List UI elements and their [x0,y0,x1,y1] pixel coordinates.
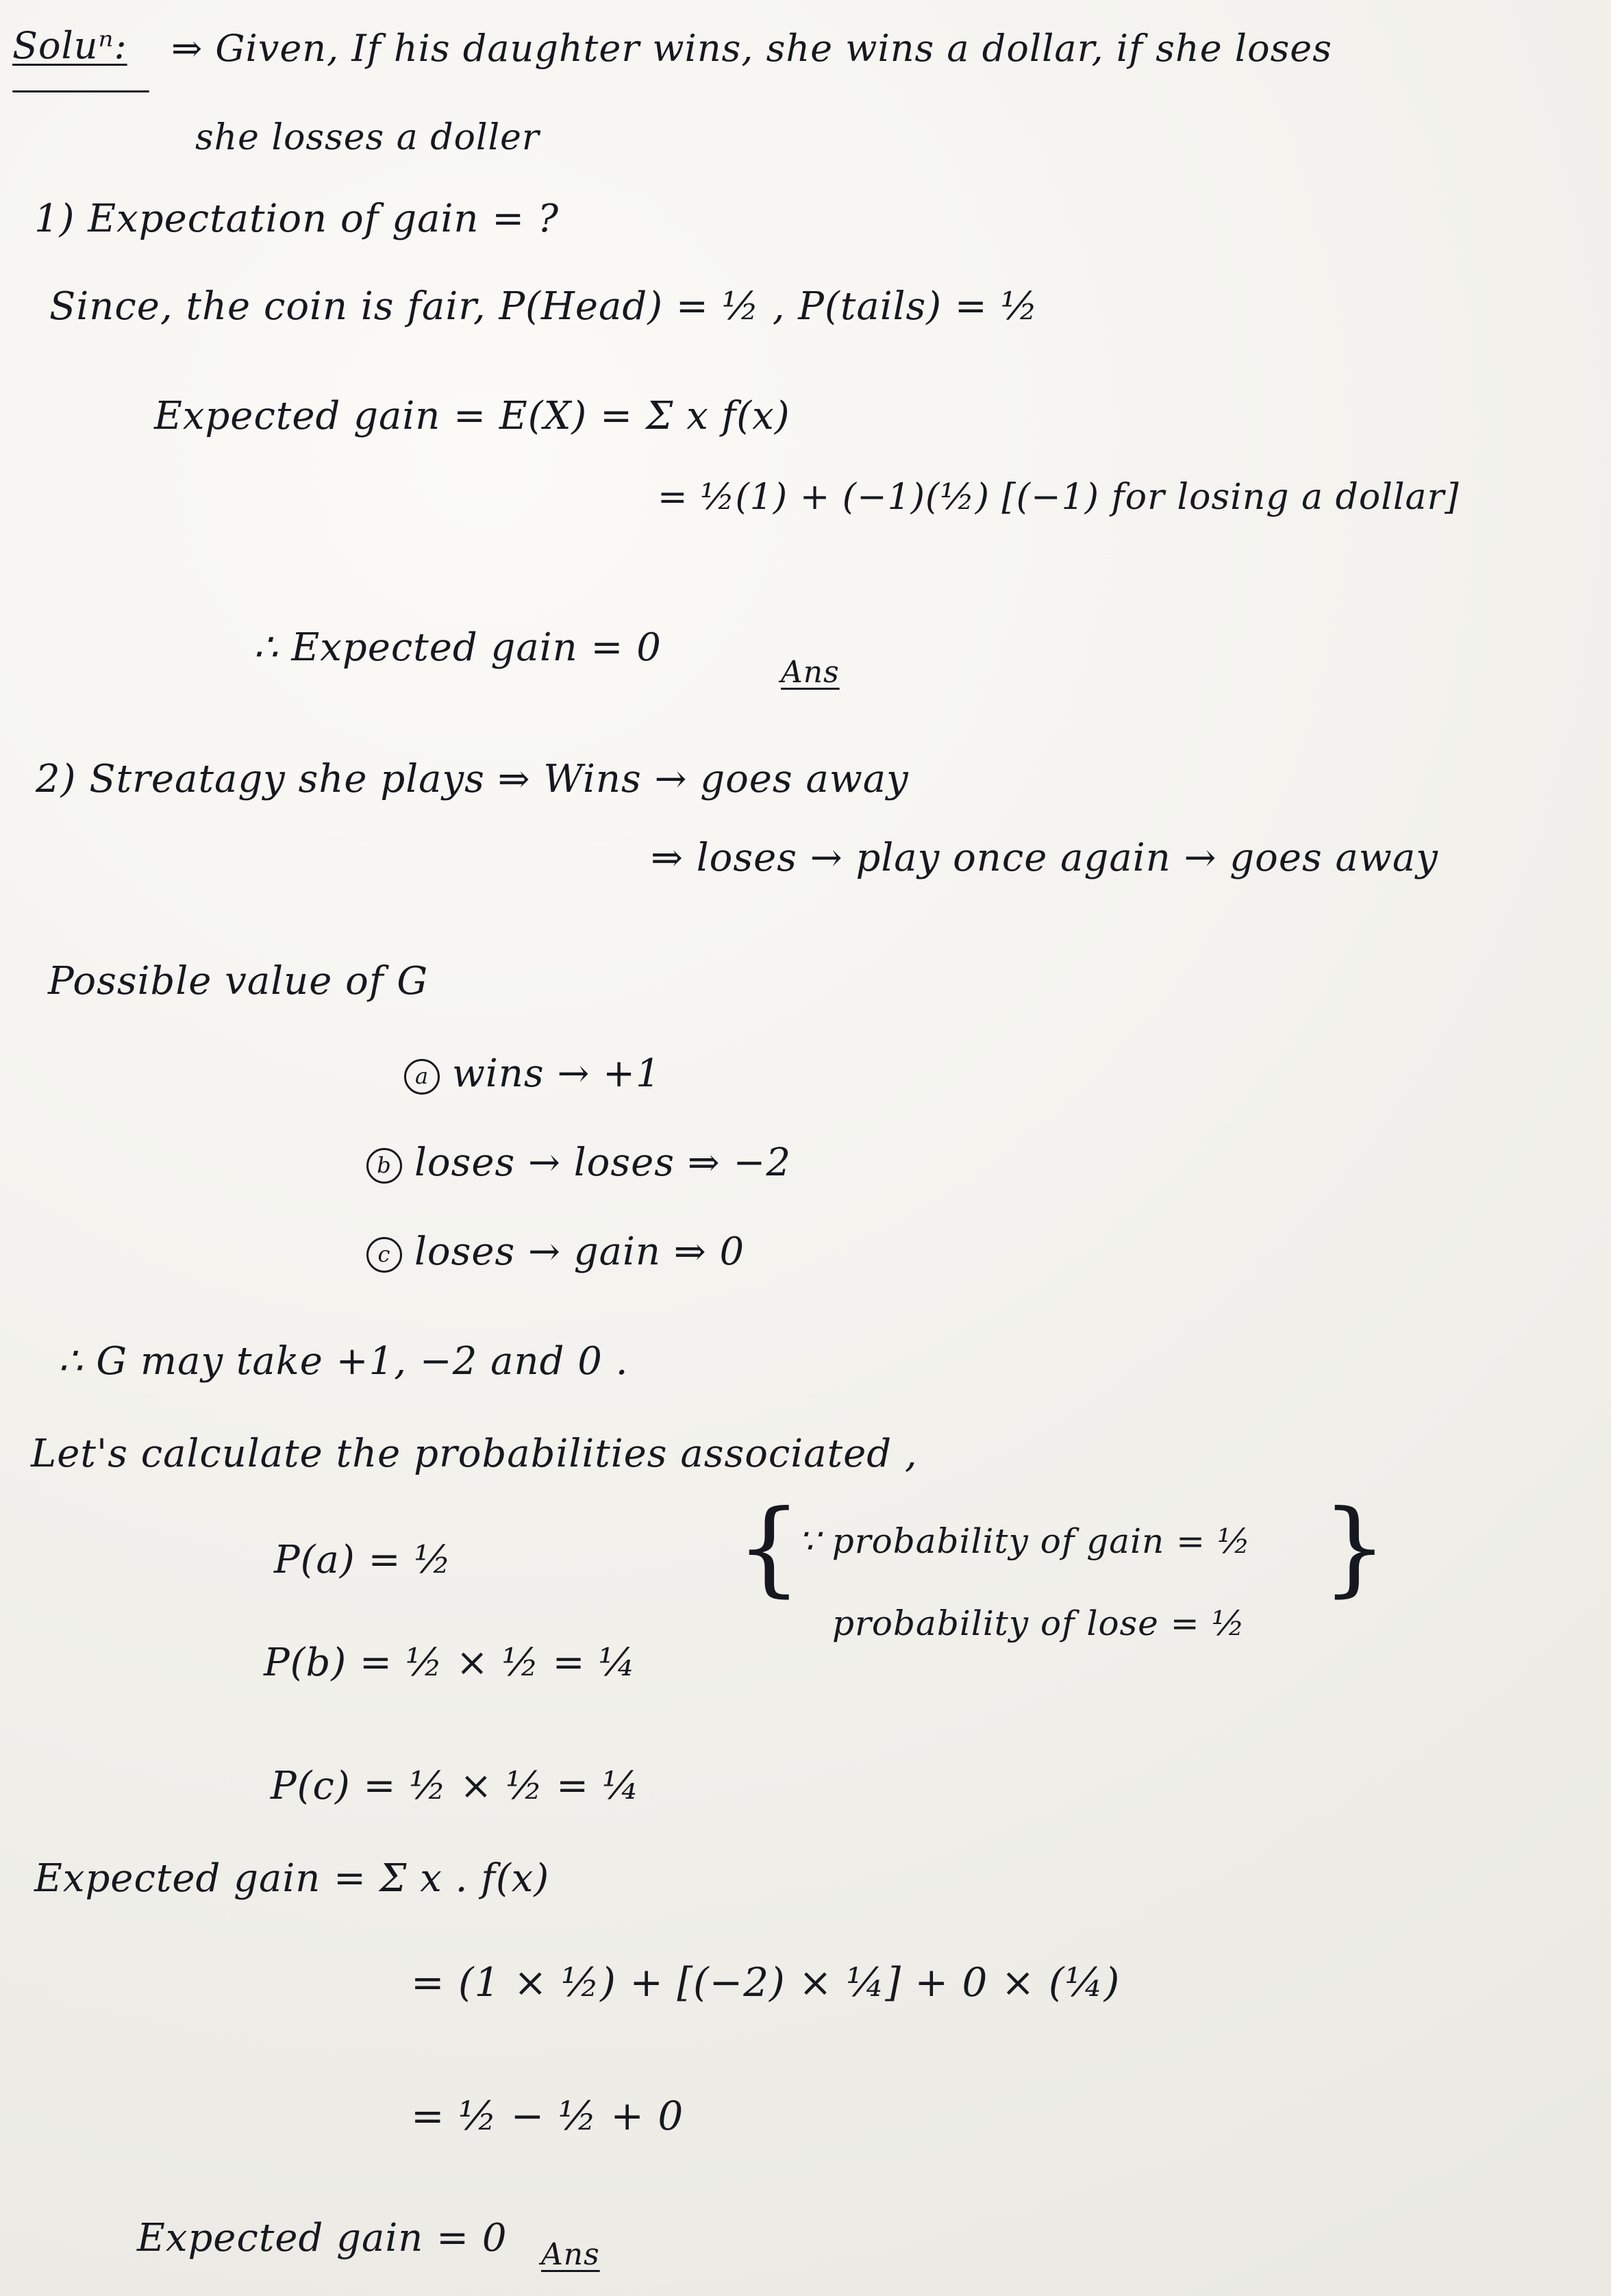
case-b-mark: b [366,1148,402,1184]
part1-fair-coin: Since, the coin is fair, P(Head) = ½ , P(tails) = ½ [49,284,1038,329]
part2-heading: 2) Streatagy she plays ⇒ Wins → goes away [36,757,909,801]
case-c-text: loses → gain ⇒ 0 [414,1230,745,1274]
part1-expected-formula: Expected gain = E(X) = Σ x f(x) [154,394,790,438]
part2-expected-substitution: = (1 × ½) + [(−2) × ¼] + 0 × (¼) [411,1959,1121,2006]
note-gain-probability: ∵ probability of gain = ½ [798,1521,1251,1561]
g-takes-values: ∴ G may take +1, −2 and 0 . [58,1339,629,1384]
note-close-brace: } [1322,1488,1388,1608]
header-underline [12,90,149,92]
possible-values-heading: Possible value of G [48,959,429,1003]
part1-ans: Ans [781,655,840,690]
case-a-text: wins → +1 [452,1051,661,1096]
case-c [366,1230,745,1274]
part2-expected-simplified: = ½ − ½ + 0 [411,2093,684,2139]
part1-heading: 1) Expectation of gain = ? [34,197,559,241]
part1-result: ∴ Expected gain = 0 [253,625,662,670]
part2-result: Expected gain = 0 [137,2216,508,2260]
given-line-1: ⇒ Given, If his daughter wins, she wins a dollar, if she loses [171,27,1332,70]
part2-ans: Ans [541,2237,600,2272]
note-open-brace: { [736,1488,802,1608]
case-b-text: loses → loses ⇒ −2 [414,1140,792,1185]
solution-label: Soluⁿ: [12,24,127,67]
part2-expected-formula: Expected gain = Σ x . f(x) [34,1856,550,1901]
part1-expected-substitution: = ½(1) + (−1)(½) [(−1) for losing a dollar] [658,477,1460,518]
calc-intro: Let's calculate the probabilities associated , [31,1432,918,1476]
given-line-2: she losses a doller [195,117,540,158]
case-a-mark: a [404,1059,440,1095]
prob-c: P(c) = ½ × ½ = ¼ [271,1764,640,1808]
prob-b: P(b) = ½ × ½ = ¼ [264,1640,636,1685]
case-b [366,1140,792,1185]
prob-a: P(a) = ½ [274,1538,452,1582]
case-c-mark: c [366,1237,402,1273]
case-a [404,1051,661,1096]
part2-strategy-line2: ⇒ loses → play once again → goes away [651,836,1438,880]
note-lose-probability: probability of lose = ½ [832,1604,1246,1643]
